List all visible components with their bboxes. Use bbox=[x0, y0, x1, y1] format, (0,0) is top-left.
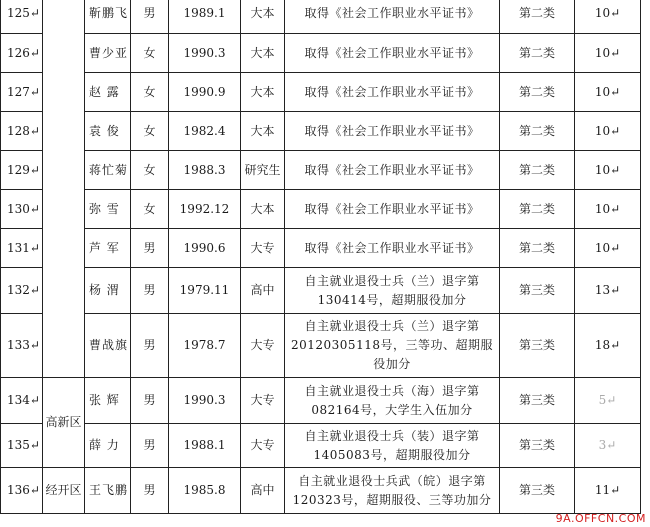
score-cell: 10↵ bbox=[574, 73, 640, 112]
row-number: 125↵ bbox=[1, 0, 43, 34]
birth-cell: 1978.7 bbox=[168, 314, 240, 378]
note-cell: 自主就业退役士兵（兰）退字第130414号，超期服役加分 bbox=[284, 268, 499, 314]
score-cell: 10↵ bbox=[574, 112, 640, 151]
row-number: 126↵ bbox=[1, 34, 43, 73]
education-cell: 大本 bbox=[240, 73, 284, 112]
birth-cell: 1979.11 bbox=[168, 268, 240, 314]
person-name: 王飞鹏 bbox=[84, 468, 130, 514]
category-cell: 第三类 bbox=[499, 378, 574, 424]
education-cell: 大本 bbox=[240, 190, 284, 229]
district-cell-empty bbox=[42, 0, 84, 378]
table-row bbox=[1, 34, 641, 73]
category-cell: 第二类 bbox=[499, 112, 574, 151]
table-row bbox=[1, 268, 641, 314]
note-cell: 自主就业退役士兵（兰）退字第20120305118号，三等功、超期服役加分 bbox=[284, 314, 499, 378]
person-name: 蒋忙菊 bbox=[84, 151, 130, 190]
person-name: 曹少亚 bbox=[84, 34, 130, 73]
birth-cell: 1990.3 bbox=[168, 378, 240, 424]
education-cell: 大本 bbox=[240, 0, 284, 34]
table-row bbox=[1, 73, 641, 112]
district-cell: 高新区 bbox=[42, 378, 84, 468]
person-name: 靳鹏飞 bbox=[84, 0, 130, 34]
birth-cell: 1989.1 bbox=[168, 0, 240, 34]
note-cell: 自主就业退役士兵武（皖）退字第120323号，超期服役、三等功加分 bbox=[284, 468, 499, 514]
sex-cell: 女 bbox=[130, 112, 168, 151]
category-cell: 第二类 bbox=[499, 229, 574, 268]
birth-cell: 1982.4 bbox=[168, 112, 240, 151]
category-cell: 第二类 bbox=[499, 190, 574, 229]
row-number: 132↵ bbox=[1, 268, 43, 314]
note-cell: 自主就业退役士兵（装）退字第1405083号，超期服役加分 bbox=[284, 424, 499, 468]
education-cell: 大专 bbox=[240, 378, 284, 424]
category-cell: 第三类 bbox=[499, 468, 574, 514]
note-cell: 自主就业退役士兵（海）退字第082164号，大学生入伍加分 bbox=[284, 378, 499, 424]
score-cell: 3↵ bbox=[574, 424, 640, 468]
table-row bbox=[1, 378, 641, 424]
district-cell: 经开区 bbox=[42, 468, 84, 514]
education-cell: 大本 bbox=[240, 112, 284, 151]
category-cell: 第三类 bbox=[499, 314, 574, 378]
person-name: 曹战旗 bbox=[84, 314, 130, 378]
table-row bbox=[1, 0, 641, 34]
table-row bbox=[1, 112, 641, 151]
row-number: 134↵ bbox=[1, 378, 43, 424]
education-cell: 大专 bbox=[240, 314, 284, 378]
person-name: 张 辉 bbox=[84, 378, 130, 424]
row-number: 127↵ bbox=[1, 73, 43, 112]
row-number: 131↵ bbox=[1, 229, 43, 268]
score-cell: 10↵ bbox=[574, 151, 640, 190]
table-row bbox=[1, 151, 641, 190]
sex-cell: 男 bbox=[130, 424, 168, 468]
table-row bbox=[1, 468, 641, 514]
row-number: 136↵ bbox=[1, 468, 43, 514]
table-row bbox=[1, 314, 641, 378]
table-row bbox=[1, 190, 641, 229]
note-cell: 取得《社会工作职业水平证书》 bbox=[284, 34, 499, 73]
row-number: 129↵ bbox=[1, 151, 43, 190]
person-name: 赵 露 bbox=[84, 73, 130, 112]
score-cell: 10↵ bbox=[574, 229, 640, 268]
score-cell: 5↵ bbox=[574, 378, 640, 424]
site-watermark: 9A.OFFCN.COM bbox=[555, 512, 646, 525]
birth-cell: 1985.8 bbox=[168, 468, 240, 514]
row-number: 128↵ bbox=[1, 112, 43, 151]
note-cell: 取得《社会工作职业水平证书》 bbox=[284, 73, 499, 112]
category-cell: 第二类 bbox=[499, 73, 574, 112]
category-cell: 第三类 bbox=[499, 268, 574, 314]
sex-cell: 男 bbox=[130, 229, 168, 268]
note-cell: 取得《社会工作职业水平证书》 bbox=[284, 151, 499, 190]
sex-cell: 男 bbox=[130, 0, 168, 34]
note-cell: 取得《社会工作职业水平证书》 bbox=[284, 0, 499, 34]
education-cell: 高中 bbox=[240, 468, 284, 514]
score-cell: 11↵ bbox=[574, 468, 640, 514]
sex-cell: 女 bbox=[130, 34, 168, 73]
table-row bbox=[1, 424, 641, 468]
person-name: 弥 雪 bbox=[84, 190, 130, 229]
category-cell: 第二类 bbox=[499, 34, 574, 73]
score-cell: 18↵ bbox=[574, 314, 640, 378]
person-name: 薛 力 bbox=[84, 424, 130, 468]
education-cell: 大本 bbox=[240, 34, 284, 73]
sex-cell: 女 bbox=[130, 73, 168, 112]
table-row bbox=[1, 229, 641, 268]
row-number: 135↵ bbox=[1, 424, 43, 468]
education-cell: 大专 bbox=[240, 424, 284, 468]
score-cell: 10↵ bbox=[574, 34, 640, 73]
row-number: 130↵ bbox=[1, 190, 43, 229]
person-name: 芦 军 bbox=[84, 229, 130, 268]
birth-cell: 1990.9 bbox=[168, 73, 240, 112]
education-cell: 高中 bbox=[240, 268, 284, 314]
education-cell: 大专 bbox=[240, 229, 284, 268]
sex-cell: 男 bbox=[130, 378, 168, 424]
birth-cell: 1990.3 bbox=[168, 34, 240, 73]
note-cell: 取得《社会工作职业水平证书》 bbox=[284, 112, 499, 151]
sex-cell: 男 bbox=[130, 314, 168, 378]
sex-cell: 女 bbox=[130, 190, 168, 229]
sex-cell: 男 bbox=[130, 468, 168, 514]
birth-cell: 1990.6 bbox=[168, 229, 240, 268]
person-name: 杨 渭 bbox=[84, 268, 130, 314]
score-cell: 13↵ bbox=[574, 268, 640, 314]
category-cell: 第三类 bbox=[499, 424, 574, 468]
category-cell: 第二类 bbox=[499, 151, 574, 190]
score-cell: 10↵ bbox=[574, 190, 640, 229]
birth-cell: 1988.3 bbox=[168, 151, 240, 190]
birth-cell: 1992.12 bbox=[168, 190, 240, 229]
person-name: 袁 俊 bbox=[84, 112, 130, 151]
note-cell: 取得《社会工作职业水平证书》 bbox=[284, 190, 499, 229]
note-cell: 取得《社会工作职业水平证书》 bbox=[284, 229, 499, 268]
sex-cell: 女 bbox=[130, 151, 168, 190]
row-number: 133↵ bbox=[1, 314, 43, 378]
education-cell: 研究生 bbox=[240, 151, 284, 190]
birth-cell: 1988.1 bbox=[168, 424, 240, 468]
sex-cell: 男 bbox=[130, 268, 168, 314]
category-cell: 第二类 bbox=[499, 0, 574, 34]
score-cell: 10↵ bbox=[574, 0, 640, 34]
